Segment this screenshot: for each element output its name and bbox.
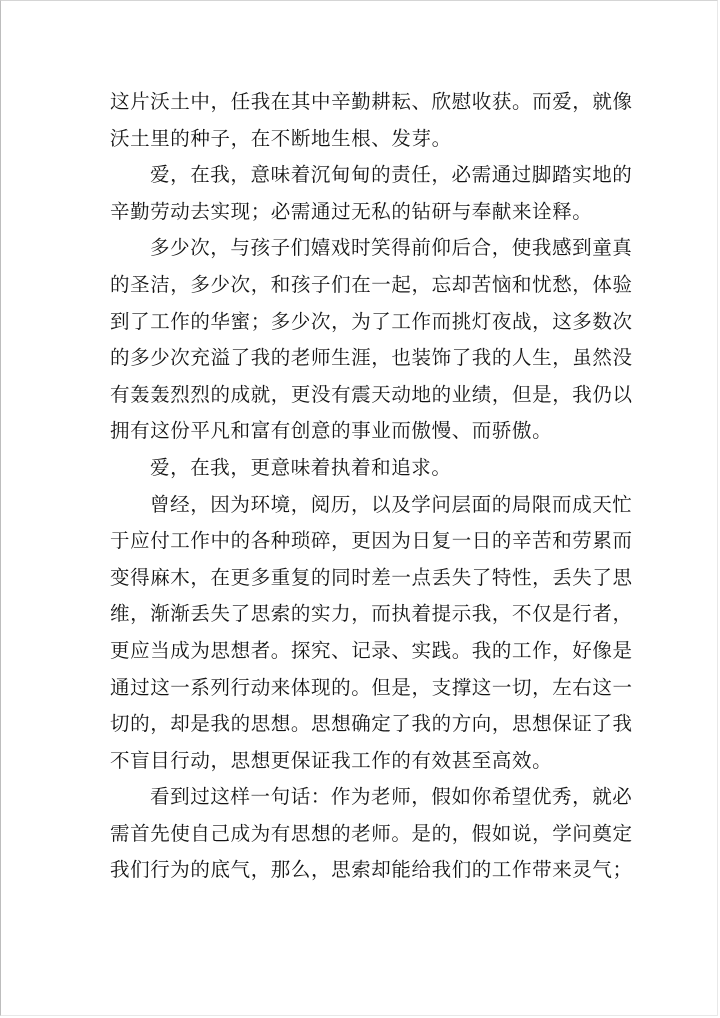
text-line-10: 拥有这份平凡和富有创意的事业而傲慢、而骄傲。 bbox=[110, 419, 553, 443]
text-line-17: 通过这一系列行动来体现的。但是，支撑这一切，左右这一 bbox=[110, 675, 633, 699]
text-line-2: 沃土里的种子，在不断地生根、发芽。 bbox=[110, 126, 452, 150]
text-line-12: 曾经，因为环境，阅历，以及学问层面的局限而成天忙 bbox=[150, 492, 633, 516]
text-line-1: 这片沃土中，任我在其中辛勤耕耘、欣慰收获。而爱，就像 bbox=[110, 90, 633, 113]
text-line-15: 维，渐渐丢失了思索的实力，而执着提示我，不仅是行者， bbox=[110, 602, 633, 626]
text-line-7: 到了工作的华蜜；多少次，为了工作而挑灯夜战，这多数次 bbox=[110, 309, 633, 333]
text-line-9: 有轰轰烈烈的成就，更没有震天动地的业绩，但是，我仍以 bbox=[110, 382, 633, 406]
document-body bbox=[110, 84, 633, 889]
text-line-22: 我们行为的底气，那么，思索却能给我们的工作带来灵气； bbox=[110, 858, 633, 882]
text-line-20: 看到过这样一句话：作为老师，假如你希望优秀，就必 bbox=[150, 785, 633, 809]
text-line-8: 的多少次充溢了我的老师生涯，也装饰了我的人生，虽然没 bbox=[110, 346, 633, 370]
text-line-3: 爱，在我，意味着沉甸甸的责任，必需通过脚踏实地的 bbox=[150, 163, 633, 187]
text-line-19: 不盲目行动，思想更保证我工作的有效甚至高效。 bbox=[110, 748, 553, 772]
text-line-13: 于应付工作中的各种琐碎，更因为日复一日的辛苦和劳累而 bbox=[110, 529, 633, 553]
text-line-21: 需首先使自己成为有思想的老师。是的，假如说，学问奠定 bbox=[110, 821, 633, 845]
text-line-16: 更应当成为思想者。探究、记录、实践。我的工作，好像是 bbox=[110, 638, 633, 662]
text-line-5: 多少次，与孩子们嬉戏时笑得前仰后合，使我感到童真 bbox=[150, 236, 633, 260]
text-line-11: 爱，在我，更意味着执着和追求。 bbox=[150, 455, 452, 479]
text-line-18: 切的，却是我的思想。思想确定了我的方向，思想保证了我 bbox=[110, 712, 633, 736]
text-line-6: 的圣洁，多少次，和孩子们在一起，忘却苦恼和忧愁，体验 bbox=[110, 272, 633, 296]
text-line-4: 辛勤劳动去实现；必需通过无私的钻研与奉献来诠释。 bbox=[110, 199, 593, 223]
text-line-14: 变得麻木，在更多重复的同时差一点丢失了特性，丢失了思 bbox=[110, 565, 633, 589]
